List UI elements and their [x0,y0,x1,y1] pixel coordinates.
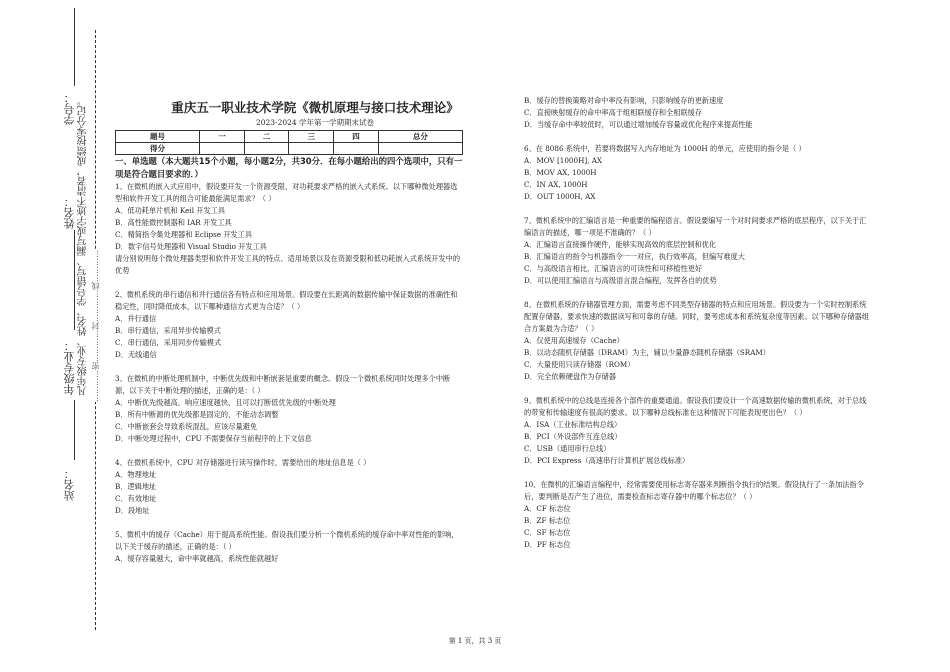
option: C．直接映射缓存的命中率高于组相联缓存和全相联缓存 [524,108,703,117]
question [524,395,872,467]
option: A．MOV [1000H], AX [524,156,603,165]
question [115,181,463,277]
option: D．无线通信 [115,350,157,359]
option: C．中断嵌套会导致系统混乱，应该尽量避免 [115,422,258,431]
option: A．物理地址 [115,470,157,479]
option: C．串行通信，采用同步传输模式 [115,338,222,347]
question-stem: 6、在 8086 系统中，若要将数据写入内存地址为 1000H 的单元，应使用的指令是（ ） [524,144,806,153]
name-underline [74,230,75,330]
option: D．PF 标志位 [524,540,571,549]
option: C．SF 标志位 [524,528,571,537]
question [115,457,463,517]
question-stem: 2、微机系统的串行通信和并行通信各有特点和应用场景。假设要在长距离的数据传输中保证数据的准确性和稳定性，同时降低成本，以下哪种通信方式更为合适？（ ） [115,290,458,311]
score-input-cell [244,143,289,155]
score-cell: 二 [244,131,289,143]
question [115,289,463,361]
option: A．低功耗单片机和 Keil 开发工具 [115,206,226,215]
option: D．中断处理过程中，CPU 不需要保存当前程序的上下文信息 [115,434,312,443]
question-stem: 9、微机系统中的总线是连接各个部件的重要通道。假设我们要设计一个高速数据传输的微机系统，对于总线的带宽和传输速度有很高的要求。以下哪种总线标准在这种情况下可能表现更出色？（ ） [524,396,867,417]
student-number-underline [74,8,75,86]
score-cell: 得分 [116,143,200,155]
score-input-cell [334,143,379,155]
option: C．有效地址 [115,494,157,503]
score-cell: 三 [289,131,334,143]
score-table-header-row [116,131,463,143]
option: B．汇编语言的指令与机器指令一一对应，执行效率高，但编写难度大 [524,252,745,261]
option: A．ISA（工业标准结构总线） [524,420,622,429]
option: D．可以使用汇编语言与高级语言混合编程，发挥各自的优势 [524,276,717,285]
option: B．逻辑地址 [115,482,157,491]
question-stem: 7、微机系统中的汇编语言是一种重要的编程语言。假设要编写一个对时间要求严格的底层程序，以下关于汇编语言的描述，哪一项是不准确的？（ ） [524,216,867,237]
option: B．串行通信，采用异步传输模式 [115,326,221,335]
question-note: 请分别说明每个微处理器类型和软件开发工具的特点、适用场景以及在资源受限和低功耗嵌入式系统开发中的优势 [115,254,461,275]
left-column [115,155,463,565]
class-underline [74,400,75,460]
question [524,143,872,203]
option: A．CF 标志位 [524,504,571,513]
question-stem: 1、在微机的嵌入式应用中，假设要开发一个资源受限、对功耗要求严格的嵌入式系统。以下哪种微处理器选型和软件开发工具的组合可能最能满足需求？（ ） [115,182,458,203]
class-label: 年级专业： [63,340,76,395]
option: B．高性能微控制器和 IAR 开发工具 [115,218,232,227]
score-input-cell [200,143,245,155]
right-column [524,95,872,551]
option: D．完全依赖硬盘作为存储器 [524,372,617,381]
binding-margin [0,0,108,672]
question-stem: 5、微机中的缓存（Cache）用于提高系统性能。假设我们要分析一个微机系统的缓存命中率对性能的影响，以下关于缓存的描述，正确的是：（ ） [115,530,459,551]
option: A．并行通信 [115,314,157,323]
question-stem: 4、在微机系统中，CPU 对存储器进行读写操作时，需要给出的地址信息是（ ） [115,458,371,467]
option: D．数字信号处理器和 Visual Studio 开发工具 [115,242,267,251]
option: D．PCI Express（高速串行计算机扩展总线标准） [524,456,690,465]
exam-title: 重庆五一职业技术学院《微机原理与接口技术理论》 [171,100,459,115]
score-input-cell [378,143,462,155]
option: B．以动态随机存储器（DRAM）为主，辅以少量静态随机存储器（SRAM） [524,348,770,357]
score-cell: 总分 [378,131,462,143]
question-stem: 3、在微机的中断处理机制中，中断优先级和中断嵌套是重要的概念。假设一个微机系统同时处理多个中断源，以下关于中断处理的描述，正确的是：（ ） [115,374,451,395]
option: C．精简指令集处理器和 Eclipse 开发工具 [115,230,253,239]
score-input-cell [289,143,334,155]
option: C．IN AX, 1000H [524,180,588,189]
score-cell: 一 [200,131,245,143]
right-question-list [524,143,872,551]
question [524,299,872,383]
binding-note: 凡年级专业、姓名、学号错写、漏写或字迹不清者，成绩按零分记。 [78,96,89,396]
score-table-score-row [116,143,463,155]
option: B．ZF 标志位 [524,516,571,525]
seal-text: …………密…………封…………线………… [91,250,100,402]
option: A．缓存容量越大，命中率就越高，系统性能就越好 [115,554,279,563]
name-label: 姓名： [63,196,76,229]
option: B．缓存的替换策略对命中率没有影响，只影响缓存的更新速度 [524,96,724,105]
option: A．仅使用高速缓存（Cache） [524,336,624,345]
question [524,479,872,551]
option: B．所有中断源的优先级都是固定的，不能动态调整 [115,410,279,419]
question [115,529,463,565]
option: B．PCI（外设部件互连总线） [524,432,622,441]
option: B．MOV AX, 1000H [524,168,597,177]
option: A．汇编语言直接操作硬件，能够实现高效的底层控制和优化 [524,240,717,249]
question [524,215,872,287]
score-table [115,130,463,155]
option: D．段地址 [115,506,150,515]
question-stem: 10、在微机的汇编语言编程中，经常需要使用标志寄存器来判断指令执行的结果。假设执行了一条加法指令后，要判断是否产生了进位，需要检查标志寄存器中的哪个标志位？（ ） [524,480,864,501]
option: C．与高级语言相比，汇编语言的可读性和可移植性更好 [524,264,703,273]
option: C．USB（通用串行总线） [524,444,611,453]
option: A．中断优先级越高，响应速度越快，且可以打断低优先级的中断处理 [115,398,336,407]
question-stem: 8、在微机系统的存储器管理方面，需要考虑不同类型存储器的特点和应用场景。假设要为一个实时控制系统配置存储器，要求快速的数据读写和可靠的存储。同时，要考虑成本和系统复杂度等因素。以下哪种存储器组合方案最为合适？（ ） [524,300,870,333]
option: C．大量使用只读存储器（ROM） [524,360,635,369]
exam-subtitle: 2023-2024 学年第一学期期末试卷 [255,118,375,127]
option: D．OUT 1000H, AX [524,192,596,201]
question [115,373,463,445]
left-question-list [115,181,463,565]
section-1-heading: 一、单选题（本大题共15个小题，每小题2分，共30分．在每小题给出的四个选项中，只有一项是符合题目要求的．） [115,156,463,179]
score-cell: 题号 [116,131,200,143]
school-label: 站名： [63,468,76,501]
page-footer: 第 1 页，共 3 页 [448,637,502,645]
student-number-label: 学号： [63,92,76,125]
score-cell: 四 [334,131,379,143]
option: D．当缓存命中率较低时，可以通过增加缓存容量或优化程序来提高性能 [524,120,753,129]
